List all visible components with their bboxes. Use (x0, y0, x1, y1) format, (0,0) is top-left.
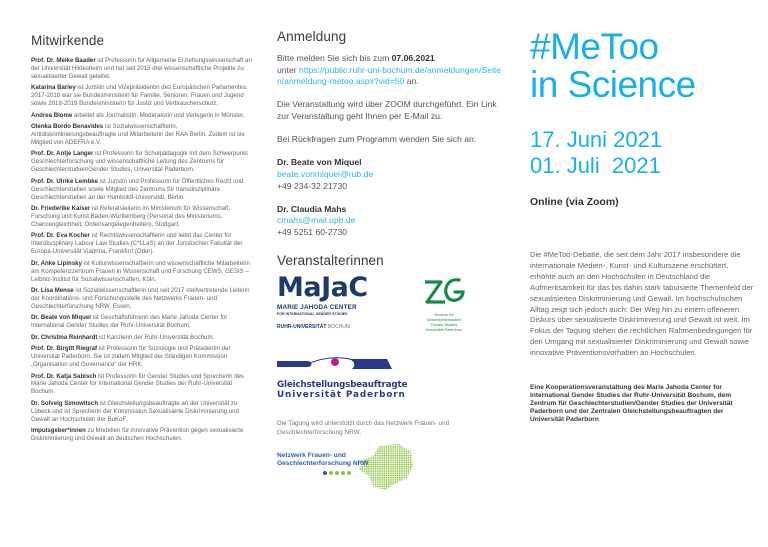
bio-entry (31, 260, 256, 284)
bio-name: Andrea Blome (31, 111, 73, 119)
gleichstellung-wave-icon (277, 353, 392, 375)
bio-text: ist Geschäftsführerin des Marie Jahoda Center for International Gender Studies der Ruhr-Universität Bochum. (31, 314, 228, 330)
registration-suffix: an. (404, 76, 419, 87)
bio-text: ist Rechtswissenschaftlerin und leitet das Center for Interdisciplinary Labour Law Studies (C*LLaS) an der Juristischen Fakultät der Europa-Universität Viadrina, Frankfurt (Oder). (31, 232, 243, 256)
nrw-line: Netzwerk Frauen- und (277, 451, 346, 459)
bio-entry (31, 150, 256, 174)
bio-text: ist Juristin und Professorin für Öffentliches Recht und Geschlechterstudien sowie Mitglied des Zentrums für transdisziplinäre Geschlechterstudien an der Humboldt-Universität, Berlin. (31, 177, 244, 201)
event-date: 17. Juni 2021 (530, 127, 663, 152)
contact-email[interactable]: beate.vonmiquel@rub.de (277, 168, 374, 179)
bio-name: Prof. Dr. Birgitt Riegraf (31, 345, 98, 353)
bio-name: Prof. Dr. Ulrike Lembke (31, 177, 99, 185)
support-text: Die Tagung wird unterstützt durch das Netzwerk Frauen- und Geschlechterforschung NRW. (277, 419, 450, 437)
bio-name: Katarina Barley (31, 84, 76, 92)
zg-mark-icon (419, 274, 469, 308)
event-dates (530, 127, 755, 179)
cooperation-text: Eine Kooperationsveranstaltung des Marie Jahoda Center for International Gender Studies der Ruhr-Universität Bochum, dem Zentrum für Geschlechterstudien/Gender Studies der Universität Paderborn und der Zentralen Gleichstellungsbeauftragten der Universität Paderborn (530, 384, 733, 424)
bio-entry (31, 314, 256, 330)
bio-entry (31, 84, 256, 108)
bio-name: Dr. Friederike Kaiser (31, 205, 91, 213)
bio-entry (31, 205, 256, 229)
contact-name: Dr. Beate von Miquel (277, 157, 362, 168)
bio-entry (31, 178, 256, 202)
bio-text: ist Gleichstellungsbeauftragte an der Universität zu Lübeck und ist Sprecherin der Kommission Sexualisierte Diskriminierung und Gewalt an Hochschulen der BuKoF. (31, 399, 239, 423)
event-title (530, 28, 755, 104)
majac-line: FOR INTERNATIONAL GENDER STUDIES (277, 311, 348, 316)
contact-2 (277, 204, 502, 239)
zg-line: Zentrum für (434, 312, 454, 317)
bio-name: Dr. Beate von Miquel (31, 314, 91, 322)
zoom-info: Die Veranstaltung wird über ZOOM durchgeführt. Ein Link zur Veranstaltung geht Ihnen per E-Mail zu. (277, 99, 497, 121)
bio-text: ist Professorin für Soziologie und Präsidentin der Universität Paderborn. Sie ist zudem Mitglied der Ständigen Kommission „Organisation und Governance“ der HRK. (31, 345, 231, 369)
contact-email[interactable]: cmahs@mail.upb.de (277, 215, 356, 226)
gleich-line: Gleichstellungsbeauftragte (277, 379, 408, 390)
registration-line: unter (277, 64, 299, 75)
bio-entry (31, 427, 256, 443)
gleich-line: Universität Paderborn (277, 390, 406, 400)
bio-text: ist Juristin und Vizepräsidentin des Europäischen Parlamentes. 2017-2018 war sie Bundesministerin für Familie, Senioren, Frauen und Jugend sowie 2018-2019 Bundesministerin für Justiz und Verbraucherschutz. (31, 84, 248, 108)
contact-phone: +49 234-32 21730 (277, 180, 348, 191)
bio-text: ist Sozialwissenschaftlerin und seit 2017 stellvertretende Leiterin der Koordinations- und Forschungsstelle des Netzwerks Frauen- und Geschlechterforschung NRW, Essen. (31, 287, 250, 310)
bio-name: Prof. Dr. Katja Sabisch (31, 372, 97, 380)
bio-entry (31, 287, 256, 311)
bio-entry (31, 123, 256, 147)
bio-text: zu Modellen für innovative Prävention gegen sexualisierte Diskriminierung und Gewalt an deutschen Hochschulen. (31, 427, 244, 443)
registration-text (277, 53, 502, 88)
registration-link[interactable]: https://public.ruhr-uni-bochum.de/anmeldungen/Seiten/anmeldung-metoo.aspx?vid=50 (277, 64, 502, 87)
majac-wordmark: MaJaC (277, 271, 368, 303)
organizer-logos (277, 271, 502, 349)
zg-line: Geschlechterstudien (426, 317, 462, 322)
event-location: Online (via Zoom) (530, 196, 619, 208)
nrw-logo (277, 448, 502, 496)
title-column (530, 28, 755, 547)
bio-name: Impulsgeber*innen (31, 427, 86, 435)
contact-1 (277, 157, 502, 192)
bio-entry (31, 232, 256, 256)
gleichstellung-logo (277, 353, 502, 401)
event-title-line: in Science (530, 64, 696, 105)
event-date: 01. Juli 2021 (530, 153, 661, 178)
bio-name: Dr. Anke Lipinsky (31, 259, 82, 267)
bio-text: ist Professorin für Gender Studies und Sprecherin des Marie Jahoda Center for International Gender Studies der Ruhr-Universität Bochum. (31, 372, 245, 396)
bio-text: ist Sozialwissenschaftlerin, Antidiskriminierungsbeauftragte und Mitarbeiterin der RAA Berlin. Zudem ist sie Mitglied von ADEFRA e.V. (31, 123, 245, 146)
bio-name: Prof. Dr. Antje Langer (31, 150, 94, 158)
contributors-column (31, 33, 256, 547)
bio-list (31, 57, 256, 443)
bio-name: Prof. Dr. Meike Baader (31, 57, 96, 64)
zg-logo (409, 274, 479, 333)
intro-text: Die #MeToo-Debatte, die seit dem Jahr 2017 insbesondere die internationale Medien-, Kunst- und Kulturszene erschüttert, erhöhte auch an den Hochschulen in Deutschland die Aufmerksamkeit für das bis dahin stark tabuisierte Themenfeld der sexualisierten Diskriminierung und Gewalt. Im hochschulischen Alltag zeigt sich jedoch auch: Der Weg hin zu einem offeneren Diskurs über sexualisierte Diskriminierung und Gewalt ist weit. Im Fokus der Tagung stehen die rechtlichen Rahmenbedingungen für den Umgang mit sexualisierter Diskriminierung und Gewalt sowie innovative Präventionsvorhaben an Hochschulen. (530, 250, 754, 358)
bio-text: ist Referatsleiterin im Ministerium für Wissenschaft, Forschung und Kunst Baden-Württemberg (Personal des Ministeriums, Chancengleichheit, Ordensangelegenheiten), Stuttgart. (31, 205, 231, 228)
bio-entry (31, 400, 256, 424)
zg-line: Universität Paderborn (425, 327, 463, 332)
majac-logo (277, 271, 392, 330)
nrw-line: Geschlechterforschung NRW (277, 460, 369, 468)
event-title-line: #MeToo (530, 26, 659, 67)
zg-line: Gender Studies (430, 322, 458, 327)
bio-name: Olenka Bordo Benavides (31, 123, 104, 131)
contact-name: Dr. Claudia Mahs (277, 203, 347, 214)
bio-name: Dr. Christina Reinhardt (31, 333, 98, 341)
deadline: 07.06.2021 (391, 53, 435, 63)
bio-entry (31, 57, 256, 81)
bio-entry (31, 112, 256, 120)
nrw-dots-icon (323, 471, 368, 475)
registration-heading: Anmeldung (277, 29, 347, 44)
bio-text: ist Kanzlerin der Ruhr-Universität Bochum. (97, 333, 215, 341)
bio-text: ist Professorin für Schulpädagogik mit dem Schwerpunkt Geschlechterforschung und wissenschaftliche Leitung des Zentrums für Geschlechterstudien/Gender Studies, Universität Paderborn. (31, 150, 248, 174)
registration-column (277, 29, 502, 547)
bio-name: Dr. Solveig Simowitsch (31, 399, 99, 407)
bio-name: Prof. Dr. Eva Kocher (31, 232, 90, 240)
bio-text: ist Professorin für Allgemeine Erziehungswissenschaft an der Universität Hildesheim und hat seit 2015 drei wissenschaftliche Projekte zu sexualisierter Gewalt geleitet. (31, 57, 252, 80)
contributors-heading: Mitwirkende (31, 33, 105, 48)
bio-text: ist Kulturwissenschaftlerin und wissenschaftliche Mitarbeiterin am Kompetenzzentrum Frauen in Wissenschaft und Forschung CEWS, GESIS – Leibniz-Institut für Sozialwissenschaften, Köln. (31, 259, 250, 283)
bio-text: arbeitet als Journalistin, Moderatorin und Verlegerin in Münster. (72, 111, 245, 119)
bio-entry (31, 373, 256, 397)
contact-phone: +49 5251 60-2730 (277, 226, 348, 237)
majac-line: MARIE JAHODA CENTER (277, 303, 357, 311)
majac-line: BOCHUM (326, 323, 351, 330)
questions-text: Bei Rückfragen zum Programm wenden Sie sich an: (277, 134, 477, 145)
majac-line: RUHR-UNIVERSITÄT (277, 323, 327, 330)
bio-name: Dr. Lisa Mense (31, 287, 74, 294)
bio-entry (31, 334, 256, 342)
registration-line: Bitte melden Sie sich bis zum (277, 53, 392, 63)
bio-entry (31, 345, 256, 369)
organizers-heading: Veranstalterinnen (277, 252, 384, 268)
